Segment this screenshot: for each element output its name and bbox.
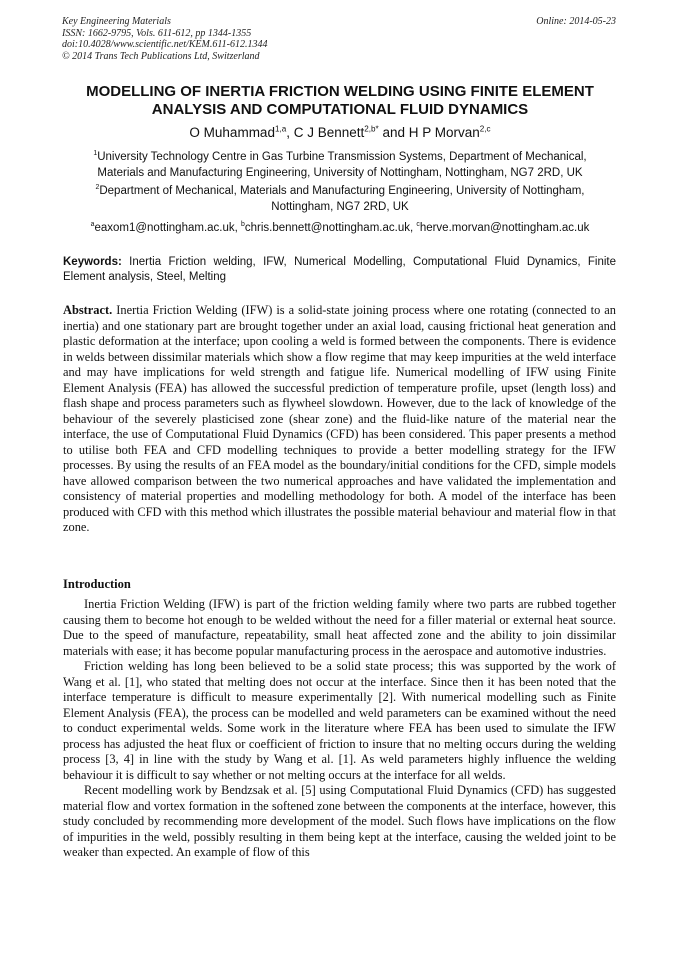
title-line-1: MODELLING OF INERTIA FRICTION WELDING USING FINITE ELEMENT [86,83,594,100]
email-c-mark: c [416,221,420,229]
introduction-body [63,597,616,861]
affiliation-2-mark: 2 [95,184,100,192]
introduction-heading: Introduction [63,577,131,591]
email-a-mark: a [90,221,95,229]
online-date: Online: 2014-05-23 [536,16,616,27]
intro-paragraph-1: Inertia Friction Welding (IFW) is part of the friction welding family where two parts are rubbed together causing them to become hot enough to be welded without the need for a filler material or external heat source. Due to the speed of manufacture, repeatability, small heat affected zone and the ability to join dissimilar materials with ease; it has become popular manufacturing process in the aerospace and automotive industries. [63,597,616,658]
affiliation-1-mark: 1 [93,150,98,158]
email-a[interactable]: eaxom1@nottingham.ac.uk, [94,222,242,234]
email-c[interactable]: herve.morvan@nottingham.ac.uk [419,222,590,234]
affiliation-1 [40,150,640,181]
author-2-affil: 2,b* [364,124,379,134]
affiliation-1-line-2: Materials and Manufacturing Engineering, University of Nottingham, Nottingham, NG7 2RD, UK [97,166,583,179]
abstract-text: Inertia Friction Welding (IFW) is a solid-state joining process where one rotating (connected to an inertia) and one stationary part are brought together under an axial load, causing frictional heat generation and plastic deformation at the interface; upon cooling a weld is formed between the components. There is evidence in welds between dissimilar materials which show a flow regime that may keep impurities at the weld interface and may have implications for weld strength and fatigue life. Numerical modelling of IFW using Finite Element Analysis (FEA) has allowed the successful prediction of temperature profile, upset (length loss) and flash shape and process parameters such as flywheel slowdown. However, due to the lack of knowledge of the behaviour of the severely plasticised zone (shear zone) and the fluid-like nature of the material near the interface, the use of Computational Fluid Dynamics (CFD) has been considered. This paper presents a method to utilise both FEA and CFD modelling techniques to provide a better modelling strategy for the IFW processes. By using the results of an FEA model as the boundary/initial conditions for the CFD, simple models have allowed comparison between the two numerical approaches and have validated the implementation and consistency of material properties and modelling methodology for both. A model of the interface has been produced with CFD with this method which illustrates the possible material behaviour and material flow in that zone. [63,303,616,534]
author-separator: , [286,125,294,140]
author-list [40,124,640,141]
keywords-label: Keywords: [63,256,122,268]
email-b[interactable]: chris.bennett@nottingham.ac.uk, [244,222,417,234]
paper-title [40,83,640,118]
copyright-line: © 2014 Trans Tech Publications Ltd, Switzerland [62,50,260,62]
affiliation-2-text: Department of Mechanical, Materials and Manufacturing Engineering, University of Nottingham, [99,185,585,197]
author-3: H P Morvan [408,125,480,140]
author-1-affil: 1,a [274,124,287,134]
keywords-text: Inertia Friction welding, IFW, Numerical Modelling, Computational Fluid Dynamics, Finite Element analysis, Steel, Melting [63,256,616,283]
title-line-2: ANALYSIS AND COMPUTATIONAL FLUID DYNAMICS [151,100,529,118]
email-b-mark: b [241,221,245,229]
affiliation-2-line-2: Nottingham, NG7 2RD, UK [271,200,409,213]
author-separator: and [378,125,409,140]
journal-name: Key Engineering Materials [62,16,171,27]
author-2: C J Bennett [293,125,365,140]
abstract-block [63,303,616,536]
affiliation-1-line-1 [40,150,640,166]
affiliation-1-text: University Technology Centre in Gas Turbine Transmission Systems, Department of Mechanical, [97,151,587,163]
affiliation-2 [40,184,640,215]
abstract-label: Abstract. [63,303,113,317]
author-3-affil: 2,c [479,124,491,134]
doi-line: doi:10.4028/www.scientific.net/KEM.611-612.1344 [62,39,268,50]
intro-paragraph-3: Recent modelling work by Bendzsak et al. [5] using Computational Fluid Dynamics (CFD) has suggested material flow and vortex formation in the softened zone between the components at the interface, however, this study concluded by recommending more development of the model. Such flows have implications on the flow of impurities in the weld, possibly resulting in them being kept at the interface, causing the welded joint to be weaker than expected. An example of flow of this [63,783,616,859]
intro-paragraph-2: Friction welding has long been believed to be a solid state process; this was supported by the work of Wang et al. [1], who stated that melting does not occur at the interface. Since then it has been noted that the interface temperature is difficult to measure experimentally [2]. With numerical modelling such as Finite Element Analysis (FEA), the process can be modelled and weld parameters can be examined without the need to conduct experimental welds. Some work in the literature where FEA has been used to simulate the IFW process has adjusted the heat flux or coefficient of friction to insure that no melting occurs during the welding process [3, 4] in line with the study by Wang et al. [1]. As weld parameters highly influence the welding behaviour it is difficult to say whether or not melting occurs at the interface for all welds. [63,659,616,782]
author-1: O Muhammad [189,125,275,140]
journal-header [62,16,616,62]
email-list [40,221,640,236]
issn-line: ISSN: 1662-9795, Vols. 611-612, pp 1344-1355 [62,27,252,39]
keywords-block [63,255,616,285]
affiliation-2-line-1 [40,184,640,200]
